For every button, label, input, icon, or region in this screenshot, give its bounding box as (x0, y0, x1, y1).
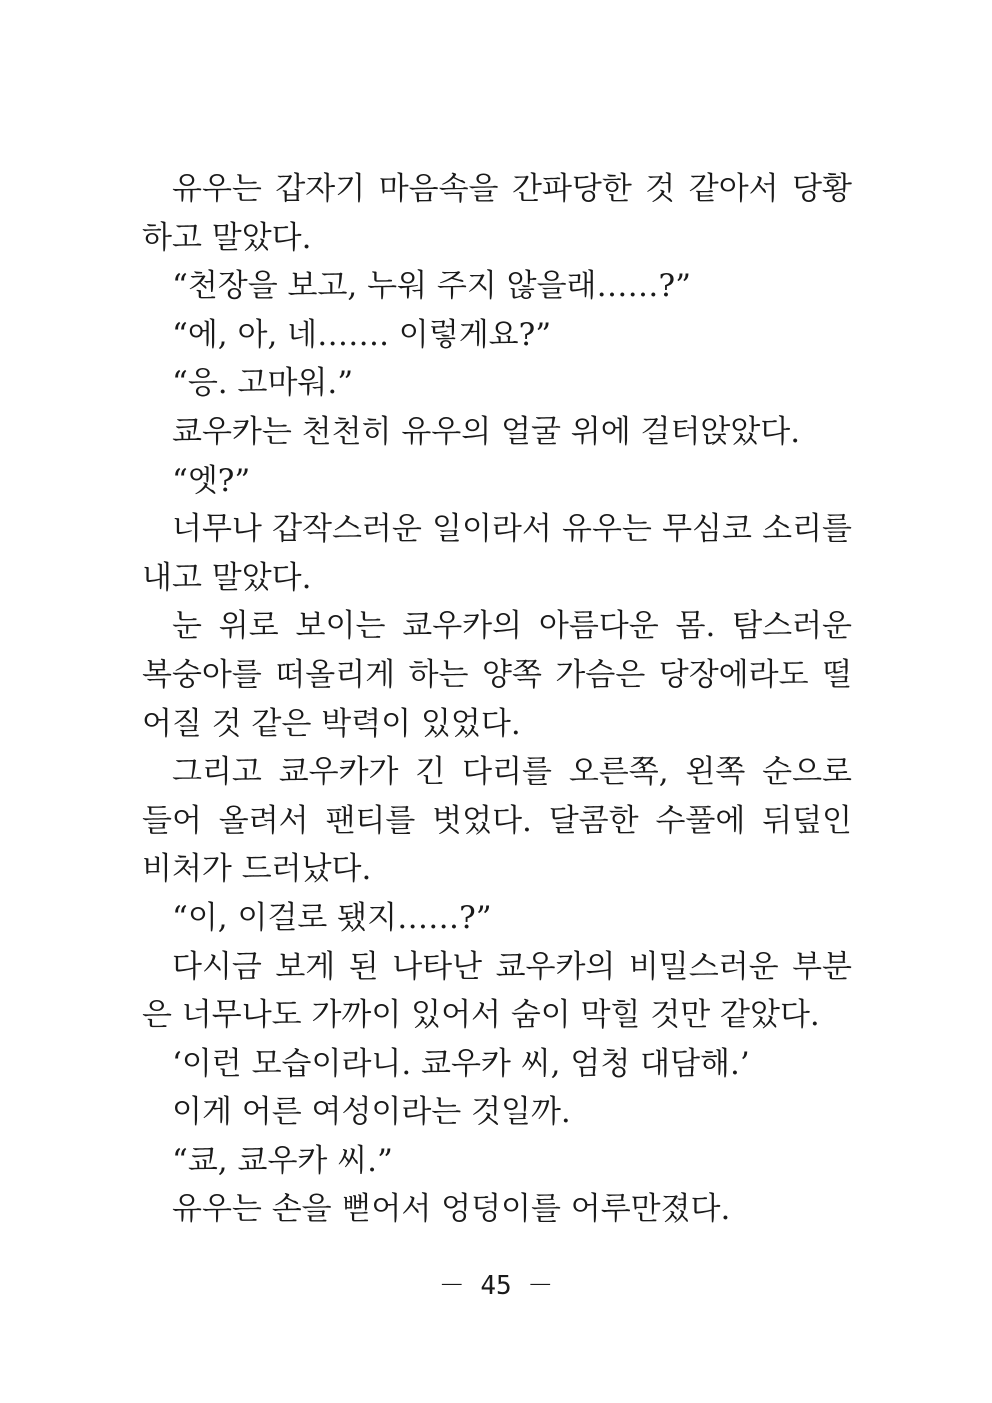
text-line: ‘이런 모습이라니. 쿄우카 씨, 엄청 대담해.’ (172, 1045, 750, 1082)
text-line: “응. 고마워.” (172, 365, 354, 402)
text-line: 유우는 갑자기 마음속을 간파당한 것 같아서 당황 (172, 171, 852, 207)
text-line: 다시금 보게 된 나타난 쿄우카의 비밀스러운 부분 (172, 948, 852, 985)
text-line: 너무나 갑작스러운 일이라서 유우는 무심코 소리를 (172, 511, 852, 548)
text-line: 그리고 쿄우카가 긴 다리를 오른쪽, 왼쪽 순으로 (172, 754, 852, 791)
text-line: 이게 어른 여성이라는 것일까. (172, 1094, 571, 1131)
text-line: 비처가 드러났다. (142, 851, 372, 888)
page-body (142, 165, 852, 1234)
text-line: “엣?” (172, 462, 251, 499)
text-line: 하고 말았다. (142, 219, 312, 256)
text-line: 어질 것 같은 박력이 있었다. (142, 705, 521, 742)
text-line: 유우는 손을 뻗어서 엉덩이를 어루만졌다. (172, 1191, 731, 1228)
text-line: 내고 말았다. (142, 559, 312, 596)
text-line: 은 너무나도 가까이 있어서 숨이 막힐 것만 같았다. (142, 997, 820, 1034)
text-line: 들어 올려서 팬티를 벗었다. 달콤한 수풀에 뒤덮인 (142, 802, 852, 839)
text-line: “에, 아, 네……. 이렇게요?” (172, 316, 552, 353)
text-line: 눈 위로 보이는 쿄우카의 아름다운 몸. 탐스러운 (172, 608, 852, 645)
text-line: 복숭아를 떠올리게 하는 양쪽 가슴은 당장에라도 떨 (142, 656, 852, 693)
text-line: 쿄우카는 천천히 유우의 얼굴 위에 걸터앉았다. (172, 413, 801, 450)
text-line: “천장을 보고, 누워 주지 않을래……?” (172, 268, 691, 305)
text-line: “이, 이걸로 됐지……?” (172, 899, 492, 936)
page-number: － 45 － (438, 1271, 554, 1301)
text-line: “쿄, 쿄우카 씨.” (172, 1142, 393, 1179)
